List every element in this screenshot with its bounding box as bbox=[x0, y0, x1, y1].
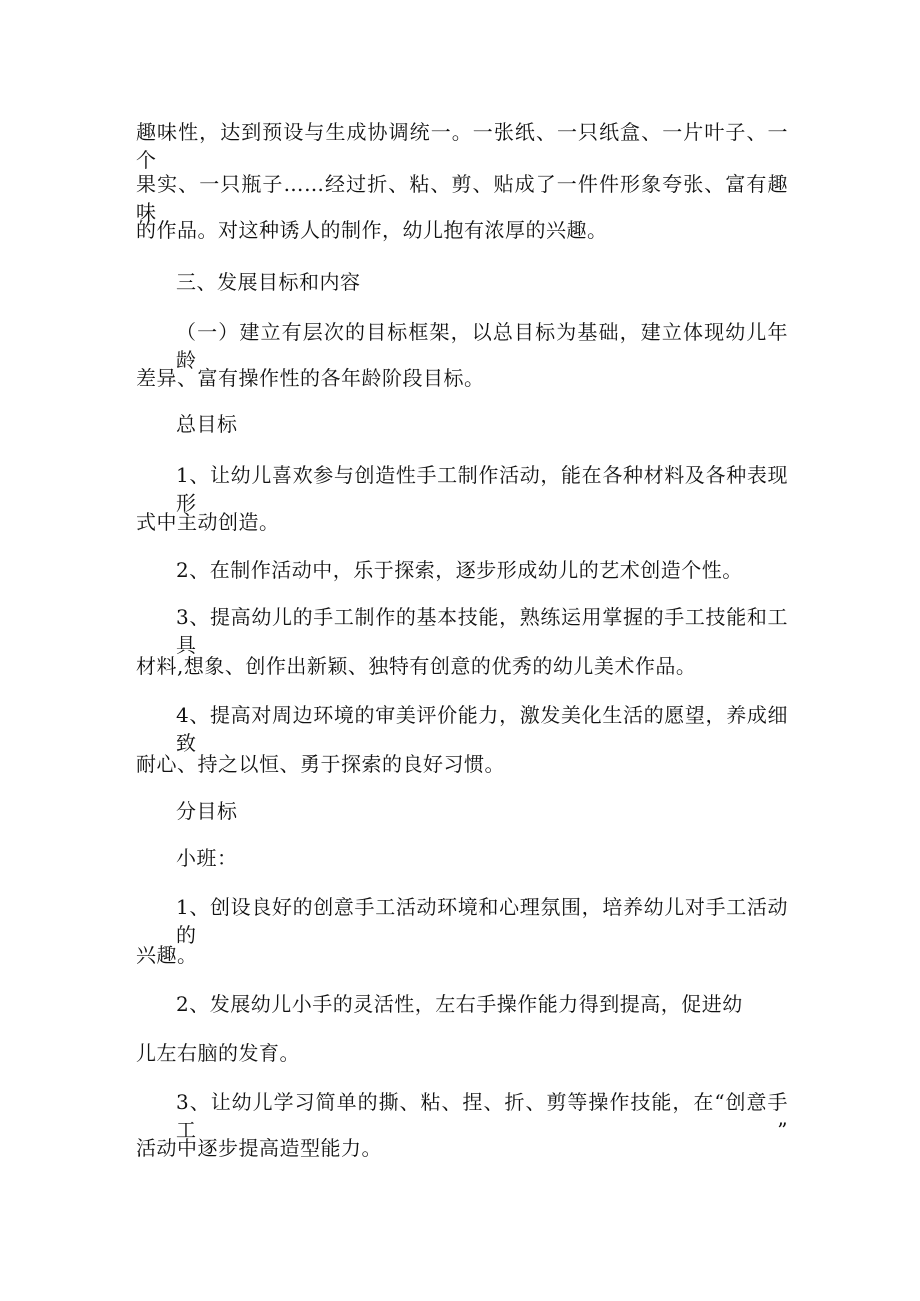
list-item-line: 式中主动创造。 bbox=[136, 510, 280, 534]
list-item-line: 材料,想象、创作出新颖、独特有创意的优秀的幼儿美术作品。 bbox=[136, 654, 697, 678]
list-item-line: 儿左右脑的发育。 bbox=[136, 1041, 300, 1065]
list-item-line: 1、让幼儿喜欢参与创造性手工制作活动，能在各种材料及各种表现形 bbox=[176, 463, 788, 515]
subheading: 总目标 bbox=[176, 412, 238, 436]
list-item-line: 4、提高对周边环境的审美评价能力，激发美化生活的愿望，养成细致 bbox=[176, 703, 788, 755]
list-item-line: 活动中逐步提高造型能力。 bbox=[136, 1136, 382, 1160]
list-item-line: 2、在制作活动中，乐于探索，逐步形成幼儿的艺术创造个性。 bbox=[176, 558, 743, 582]
paragraph-line: 果实、一只瓶子……经过折、粘、剪、贴成了一件件形象夸张、富有趣味 bbox=[136, 172, 788, 224]
paragraph-line: 的作品。对这种诱人的制作，幼儿抱有浓厚的兴趣。 bbox=[136, 218, 608, 242]
class-level-heading: 小班： bbox=[176, 846, 238, 870]
list-item-line: 3、提高幼儿的手工制作的基本技能，熟练运用掌握的手工技能和工具 bbox=[176, 605, 788, 657]
list-item-line: 1、创设良好的创意手工活动环境和心理氛围，培养幼儿对手工活动的 bbox=[176, 895, 788, 947]
list-item-line: 兴趣。 bbox=[136, 943, 198, 967]
list-item-line: 2、发展幼儿小手的灵活性，左右手操作能力得到提高，促进幼 bbox=[176, 992, 743, 1016]
paragraph-line: 趣味性，达到预设与生成协调统一。一张纸、一只纸盒、一片叶子、一个 bbox=[136, 120, 788, 172]
subheading: 分目标 bbox=[176, 799, 238, 823]
paragraph-line: （一）建立有层次的目标框架，以总目标为基础，建立体现幼儿年龄 bbox=[176, 320, 788, 372]
paragraph-line: 差异、富有操作性的各年龄阶段目标。 bbox=[136, 366, 485, 390]
list-item-line: 3、让幼儿学习简单的撕、粘、捏、折、剪等操作技能，在“创意手工” bbox=[176, 1090, 788, 1142]
section-heading: 三、发展目标和内容 bbox=[176, 270, 361, 294]
list-item-line: 耐心、持之以恒、勇于探索的良好习惯。 bbox=[136, 752, 505, 776]
